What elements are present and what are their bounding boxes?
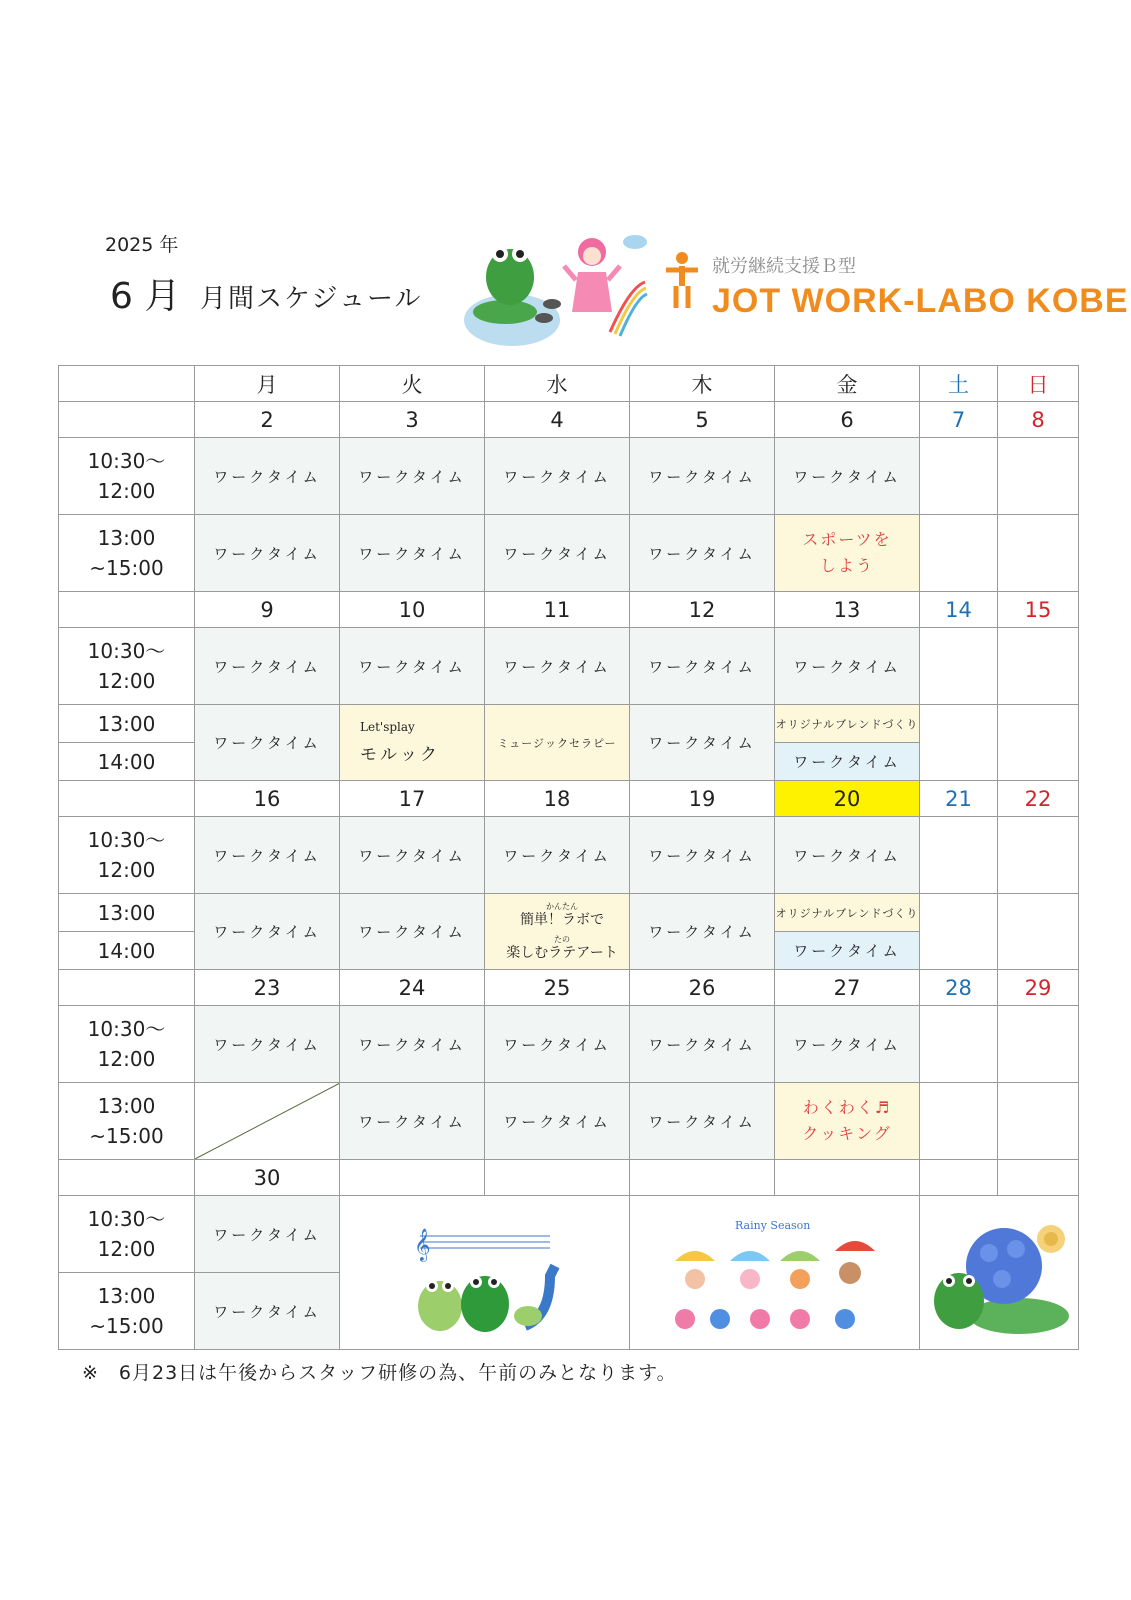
empty-cell [340,1160,485,1196]
work-time-cell: ワークタイム [195,1196,340,1273]
event-latte-art: かんたん 簡単！ラボで たの 楽しむラテアート [485,894,630,970]
date-row-label [59,781,195,817]
date-cell: 27 [775,970,920,1006]
afternoon-slot-row [59,515,1079,592]
afternoon-slot-row [59,705,1079,743]
hydrangea-frog-illustration-cell [920,1196,1079,1350]
morning-slot-row [59,1196,1079,1273]
year-label: 2025 年 [105,234,179,256]
date-cell-sun: 15 [998,592,1079,628]
work-time-cell: ワークタイム [630,1083,775,1160]
work-time-cell: ワークタイム [775,932,920,970]
morning-slot-row [59,438,1079,515]
date-cell: 17 [340,781,485,817]
work-time-cell: ワークタイム [630,894,775,970]
date-cell: 18 [485,781,630,817]
date-row-label [59,592,195,628]
date-cell: 16 [195,781,340,817]
work-time-cell: ワークタイム [775,817,920,894]
work-time-cell: ワークタイム [485,515,630,592]
schedule-calendar [58,365,1079,1350]
date-cell: 23 [195,970,340,1006]
work-time-cell: ワークタイム [485,628,630,705]
date-row-label [59,402,195,438]
work-time-cell: ワークタイム [775,628,920,705]
date-cell: 2 [195,402,340,438]
work-time-cell: ワークタイム [630,628,775,705]
work-time-cell: ワークタイム [195,705,340,781]
date-cell: 3 [340,402,485,438]
time-label: 13:00 ~15:00 [59,1273,195,1350]
work-time-cell: ワークタイム [340,817,485,894]
date-cell-sat: 14 [920,592,998,628]
empty-cell [630,1160,775,1196]
event-original-blend: オリジナルブレンドづくり [775,705,920,743]
date-row [59,1160,1079,1196]
date-cell-highlighted: 20 [775,781,920,817]
footnote: ※ 6月23日は午後からスタッフ研修の為、午前のみとなります。 [82,1362,677,1384]
morning-slot-row [59,1006,1079,1083]
weekday-mon: 月 [195,366,340,402]
morning-slot-row [59,817,1079,894]
empty-cell [998,817,1079,894]
rainy-season-illustration [460,232,650,352]
event-sports: スポーツを しよう [775,515,920,592]
date-cell-sat: 7 [920,402,998,438]
time-label-1400: 14:00 [59,932,195,970]
event-music-therapy: ミュージックセラピー [485,705,630,781]
time-label: 13:00 ~15:00 [59,1083,195,1160]
work-time-cell: ワークタイム [630,705,775,781]
hydrangea-frog-illustration [924,1201,1074,1341]
date-row [59,970,1079,1006]
svg-text:Rainy Season: Rainy Season [734,1218,810,1232]
empty-cell [920,1006,998,1083]
work-time-cell: ワークタイム [485,1083,630,1160]
work-time-cell: ワークタイム [195,628,340,705]
date-cell: 19 [630,781,775,817]
work-time-cell: ワークタイム [195,894,340,970]
work-time-cell: ワークタイム [340,1083,485,1160]
empty-cell [775,1160,920,1196]
empty-cell [998,1006,1079,1083]
empty-cell [920,1083,998,1160]
empty-cell [920,628,998,705]
empty-cell [998,515,1079,592]
date-cell: 30 [195,1160,340,1196]
month-label: 6 月 [110,276,181,317]
time-label: 10:30～ 12:00 [59,817,195,894]
event-original-blend: オリジナルブレンドづくり [775,894,920,932]
frog-music-illustration [400,1206,570,1336]
time-label: 10:30～ 12:00 [59,1196,195,1273]
work-time-cell: ワークタイム [195,515,340,592]
empty-cell [998,1160,1079,1196]
empty-cell [920,1160,998,1196]
date-cell: 26 [630,970,775,1006]
work-time-cell: ワークタイム [195,817,340,894]
empty-cell [920,438,998,515]
time-label: 10:30～ 12:00 [59,438,195,515]
empty-cell [920,894,998,970]
work-time-cell: ワークタイム [340,628,485,705]
date-cell-sun: 8 [998,402,1079,438]
date-cell-sun: 29 [998,970,1079,1006]
weekday-wed: 水 [485,366,630,402]
brand-subtitle: 就労継続支援Ｂ型 [712,256,856,277]
time-label-1300: 13:00 [59,705,195,743]
date-cell: 13 [775,592,920,628]
weekday-thu: 木 [630,366,775,402]
time-label-1300: 13:00 [59,894,195,932]
date-cell-sat: 21 [920,781,998,817]
date-cell: 11 [485,592,630,628]
work-time-cell: ワークタイム [630,817,775,894]
date-row-label [59,970,195,1006]
weekday-sun: 日 [998,366,1079,402]
corner-cell [59,366,195,402]
empty-cell [998,438,1079,515]
work-time-cell: ワークタイム [775,743,920,781]
date-cell: 10 [340,592,485,628]
work-time-cell: ワークタイム [195,1273,340,1350]
work-time-cell: ワークタイム [340,438,485,515]
date-cell-sat: 28 [920,970,998,1006]
date-row [59,781,1079,817]
date-cell: 5 [630,402,775,438]
cancelled-slot-cell [195,1083,340,1160]
empty-cell [998,705,1079,781]
date-cell: 12 [630,592,775,628]
date-cell: 9 [195,592,340,628]
weekday-fri: 金 [775,366,920,402]
work-time-cell: ワークタイム [485,438,630,515]
date-row [59,592,1079,628]
work-time-cell: ワークタイム [340,894,485,970]
date-row [59,402,1079,438]
date-cell: 25 [485,970,630,1006]
work-time-cell: ワークタイム [485,817,630,894]
work-time-cell: ワークタイム [775,438,920,515]
empty-cell [998,628,1079,705]
date-cell: 4 [485,402,630,438]
rainy-season-illustration-cell [630,1196,920,1350]
event-molkky: Let'splay モルック [340,705,485,781]
work-time-cell: ワークタイム [630,1006,775,1083]
date-cell: 24 [340,970,485,1006]
empty-cell [998,1083,1079,1160]
cancel-diagonal-line [195,1083,340,1159]
time-label: 10:30～ 12:00 [59,1006,195,1083]
work-time-cell: ワークタイム [195,1006,340,1083]
date-row-label [59,1160,195,1196]
work-time-cell: ワークタイム [630,515,775,592]
rainy-season-animals-illustration [665,1201,885,1341]
brand-name: JOT WORK-LABO KOBE [712,282,1129,320]
weekday-sat: 土 [920,366,998,402]
time-label-1400: 14:00 [59,743,195,781]
work-time-cell: ワークタイム [630,438,775,515]
work-time-cell: ワークタイム [340,515,485,592]
work-time-cell: ワークタイム [340,1006,485,1083]
frog-music-illustration-cell [340,1196,630,1350]
time-label: 10:30～ 12:00 [59,628,195,705]
work-time-cell: ワークタイム [775,1006,920,1083]
time-label: 13:00 ~15:00 [59,515,195,592]
weekday-header-row [59,366,1079,402]
empty-cell [920,705,998,781]
svg-text:𝄞: 𝄞 [413,1227,431,1261]
empty-cell [998,894,1079,970]
morning-slot-row [59,628,1079,705]
date-cell: 6 [775,402,920,438]
afternoon-slot-row [59,1083,1079,1160]
person-logo-icon [664,250,700,310]
work-time-cell: ワークタイム [485,1006,630,1083]
date-cell-sun: 22 [998,781,1079,817]
empty-cell [920,817,998,894]
event-cooking: わくわく♬ クッキング [775,1083,920,1160]
empty-cell [920,515,998,592]
afternoon-slot-row [59,894,1079,932]
page-title: 月間スケジュール [200,284,423,314]
work-time-cell: ワークタイム [195,438,340,515]
empty-cell [485,1160,630,1196]
weekday-tue: 火 [340,366,485,402]
